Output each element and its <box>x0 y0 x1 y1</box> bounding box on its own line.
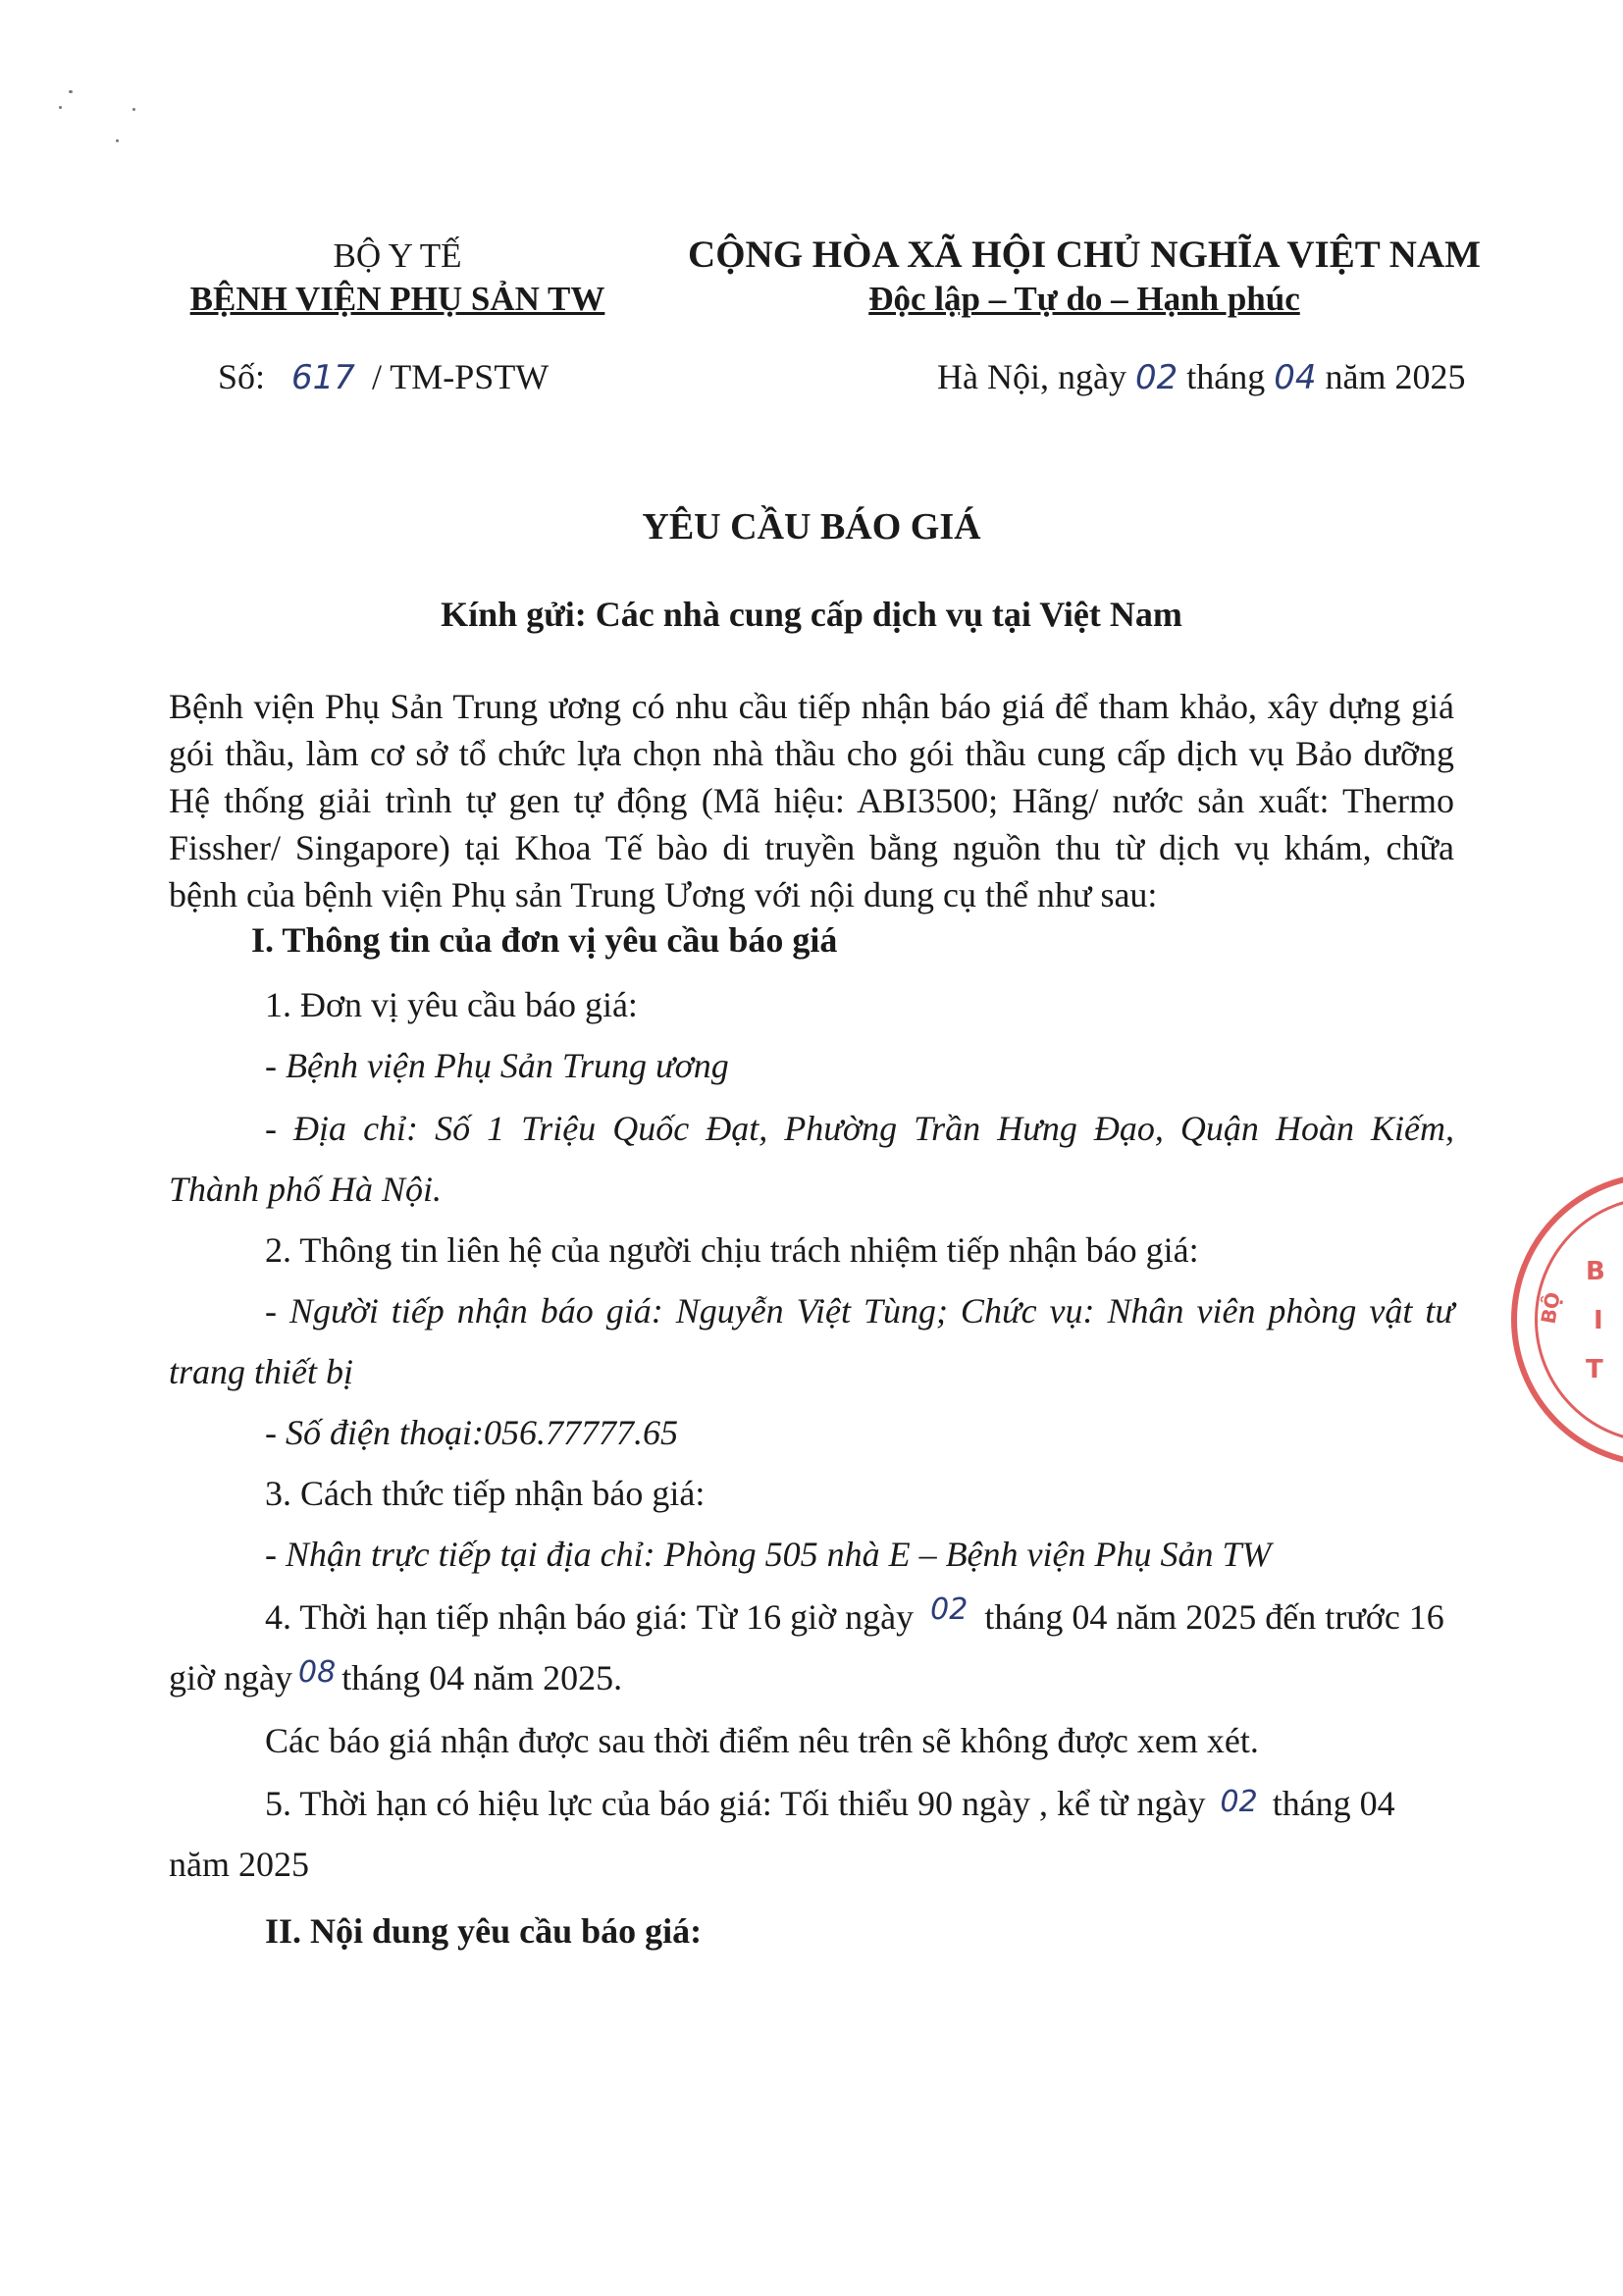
document-number-prefix: Số: <box>218 357 266 396</box>
item-5-validity-cont: năm 2025 <box>169 1845 309 1884</box>
item-4-deadline <box>265 1593 1454 1644</box>
seal-text: BỘ <box>1536 1290 1565 1326</box>
scan-speck <box>132 108 135 111</box>
item-5-text-b: tháng 04 <box>1272 1784 1395 1823</box>
salutation: Kính gửi: Các nhà cung cấp dịch vụ tại Việt Nam <box>441 595 1182 634</box>
section-1-heading: I. Thông tin của đơn vị yêu cầu báo giá <box>251 920 838 960</box>
country-name: CỘNG HÒA XÃ HỘI CHỦ NGHĨA VIỆT NAM <box>688 234 1481 276</box>
intro-line: gói thầu, làm cơ sở tổ chức lựa chọn nhà thầu cho gói thầu cung cấp dịch vụ Bảo dưỡng <box>169 734 1454 773</box>
official-seal <box>1511 1173 1623 1467</box>
item-1-address: - Địa chỉ: Số 1 Triệu Quốc Đạt, Phường Trần Hưng Đạo, Quận Hoàn Kiếm, <box>265 1109 1454 1148</box>
intro-line: Fissher/ Singapore) tại Khoa Tế bào di truyền bằng nguồn thu từ dịch vụ khám, chữa <box>169 828 1454 867</box>
item-2-person: - Người tiếp nhận báo giá: Nguyễn Việt Tùng; Chức vụ: Nhân viên phòng vật tư <box>265 1291 1454 1331</box>
late-quote-note: Các báo giá nhận được sau thời điểm nêu trên sẽ không được xem xét. <box>265 1721 1259 1760</box>
item-4-text-d: tháng 04 năm 2025. <box>341 1658 623 1697</box>
seal-text: T <box>1586 1355 1603 1384</box>
item-5-text-a: 5. Thời hạn có hiệu lực của báo giá: Tối thiểu 90 ngày , kể từ ngày <box>265 1784 1206 1823</box>
scan-speck <box>69 90 73 93</box>
item-1-name: - Bệnh viện Phụ Sản Trung ương <box>265 1046 729 1085</box>
item-4-day-handwritten: 02 <box>930 1592 969 1627</box>
item-4-text-c: giờ ngày <box>169 1658 293 1697</box>
hospital-name: BỆNH VIỆN PHỤ SẢN TW <box>189 280 605 318</box>
item-5-validity <box>265 1780 1454 1830</box>
item-5-day-handwritten: 02 <box>1220 1785 1258 1819</box>
item-3-label: 3. Cách thức tiếp nhận báo giá: <box>265 1474 706 1513</box>
document-number-handwritten: 617 <box>291 358 355 397</box>
item-4-text-b: tháng 04 năm 2025 đến trước 16 <box>984 1597 1444 1637</box>
date-month-label: tháng <box>1186 357 1266 396</box>
item-2-person-cont: trang thiết bị <box>169 1352 353 1391</box>
date-month-handwritten: 04 <box>1274 358 1317 397</box>
document-date <box>937 353 1465 401</box>
section-2-heading: II. Nội dung yêu cầu báo giá: <box>265 1911 703 1951</box>
scan-speck <box>116 139 119 142</box>
seal-text: B <box>1586 1257 1605 1286</box>
date-place: Hà Nội, ngày <box>937 357 1126 396</box>
item-3-value: - Nhận trực tiếp tại địa chỉ: Phòng 505 nhà E – Bệnh viện Phụ Sản TW <box>265 1535 1272 1574</box>
date-day-handwritten: 02 <box>1134 358 1178 397</box>
intro-line: Hệ thống giải trình tự gen tự động (Mã hiệu: ABI3500; Hãng/ nước sản xuất: Thermo <box>169 781 1454 820</box>
item-4-text-a: 4. Thời hạn tiếp nhận báo giá: Từ 16 giờ ngày <box>265 1597 915 1637</box>
intro-line: bệnh của bệnh viện Phụ sản Trung Ương với nội dung cụ thể như sau: <box>169 875 1158 914</box>
intro-line: Bệnh viện Phụ Sản Trung ương có nhu cầu tiếp nhận báo giá để tham khảo, xây dựng giá <box>169 687 1454 726</box>
item-2-label: 2. Thông tin liên hệ của người chịu trách nhiệm tiếp nhận báo giá: <box>265 1230 1199 1270</box>
scan-speck <box>59 106 62 109</box>
item-4-deadline-cont <box>169 1654 1454 1704</box>
document-title: YÊU CẦU BÁO GIÁ <box>642 506 981 548</box>
item-4-day2-handwritten: 08 <box>298 1655 337 1690</box>
national-motto: Độc lập – Tự do – Hạnh phúc <box>868 280 1300 318</box>
seal-text: I <box>1594 1306 1603 1335</box>
item-2-phone: - Số điện thoại:056.77777.65 <box>265 1413 678 1452</box>
date-year: năm 2025 <box>1325 357 1466 396</box>
item-1-address-cont: Thành phố Hà Nội. <box>169 1170 443 1209</box>
item-1-label: 1. Đơn vị yêu cầu báo giá: <box>265 985 638 1024</box>
document-number <box>218 353 549 401</box>
ministry-name: BỘ Y TẾ <box>333 236 462 275</box>
document-number-suffix: / TM-PSTW <box>371 357 550 396</box>
